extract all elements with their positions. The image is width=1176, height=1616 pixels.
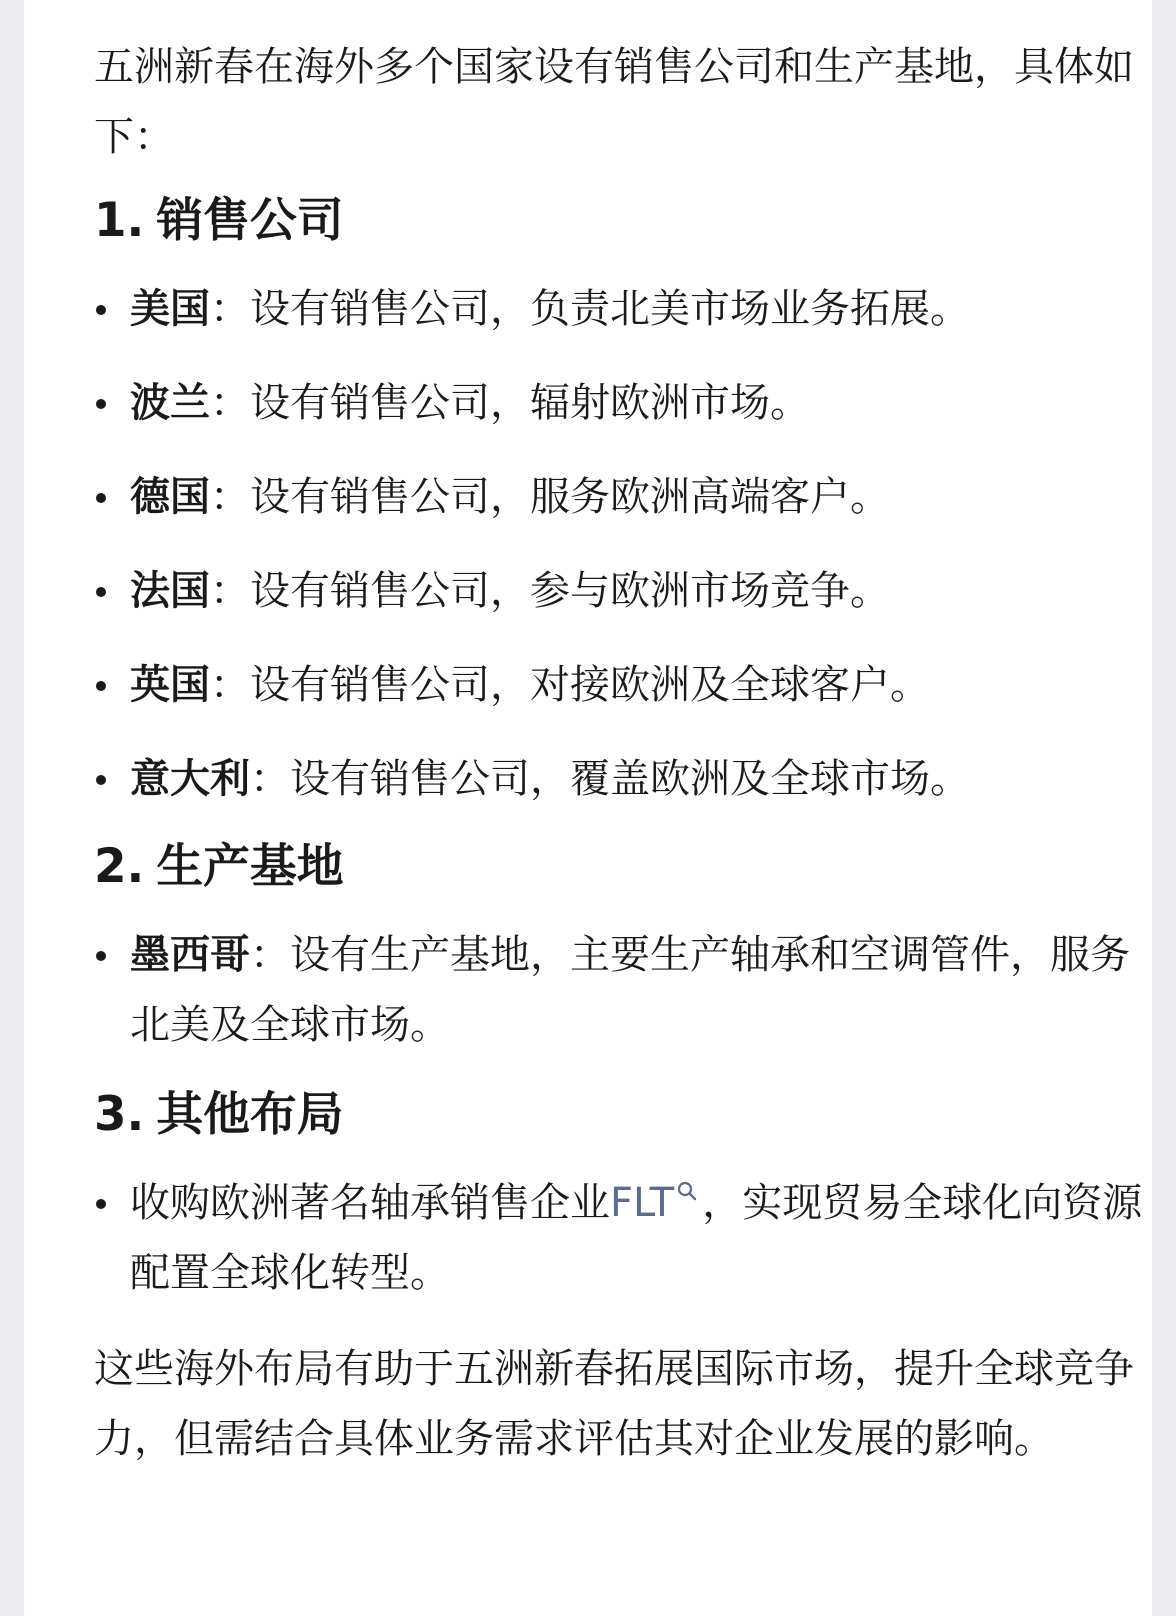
item-text: 设有销售公司，服务欧洲高端客户。 [250, 474, 890, 520]
link-text[interactable]: FLT [610, 1180, 675, 1226]
production-list [94, 920, 1154, 1060]
country-name: 美国 [130, 286, 210, 332]
section-heading-production [94, 838, 1154, 896]
item-text: 设有销售公司，参与欧洲市场竞争。 [250, 568, 890, 614]
flt-link[interactable] [610, 1180, 702, 1226]
section-heading-other [94, 1086, 1154, 1144]
separator: ： [210, 568, 250, 614]
country-name: 德国 [130, 474, 210, 520]
section-title: 其他布局 [156, 1088, 344, 1142]
country-name: 墨西哥 [130, 932, 250, 978]
sales-list [94, 274, 1154, 814]
other-list [94, 1168, 1154, 1308]
item-text: 设有销售公司，对接欧洲及全球客户。 [250, 662, 930, 708]
section-heading-sales [94, 192, 1154, 250]
list-item [94, 1168, 1154, 1308]
item-text: 设有生产基地，主要生产轴承和空调管件，服务北美及全球市场。 [130, 932, 1130, 1048]
answer-content [94, 32, 1154, 1474]
separator: ： [210, 662, 250, 708]
country-name: 意大利 [130, 756, 250, 802]
country-name: 英国 [130, 662, 210, 708]
list-item [94, 462, 1154, 532]
item-text-after: ，实现贸易全球化向资源配置全球化转型。 [130, 1180, 1143, 1296]
separator: ： [210, 474, 250, 520]
country-name: 波兰 [130, 380, 210, 426]
list-item [94, 368, 1154, 438]
separator: ： [210, 286, 250, 332]
section-number: 3. [94, 1088, 145, 1142]
separator: ： [250, 756, 290, 802]
item-text-before: 收购欧洲著名轴承销售企业 [130, 1180, 610, 1226]
list-item [94, 744, 1154, 814]
search-icon[interactable] [676, 1180, 698, 1202]
item-text: 设有销售公司，负责北美市场业务拓展。 [250, 286, 970, 332]
intro-paragraph: 五洲新春在海外多个国家设有销售公司和生产基地，具体如下： [94, 44, 1134, 160]
section-title: 生产基地 [156, 840, 344, 894]
item-text: 设有销售公司，覆盖欧洲及全球市场。 [290, 756, 970, 802]
section-number: 2. [94, 840, 145, 894]
list-item [94, 650, 1154, 720]
section-title: 销售公司 [156, 194, 344, 248]
separator: ： [250, 932, 290, 978]
separator: ： [210, 380, 250, 426]
list-item [94, 274, 1154, 344]
answer-card [24, 0, 1152, 1616]
country-name: 法国 [130, 568, 210, 614]
outro-paragraph: 这些海外布局有助于五洲新春拓展国际市场，提升全球竞争力，但需结合具体业务需求评估其对企业发展的影响。 [94, 1346, 1134, 1462]
list-item [94, 556, 1154, 626]
list-item [94, 920, 1154, 1060]
item-text: 设有销售公司，辐射欧洲市场。 [250, 380, 810, 426]
section-number: 1. [94, 194, 145, 248]
